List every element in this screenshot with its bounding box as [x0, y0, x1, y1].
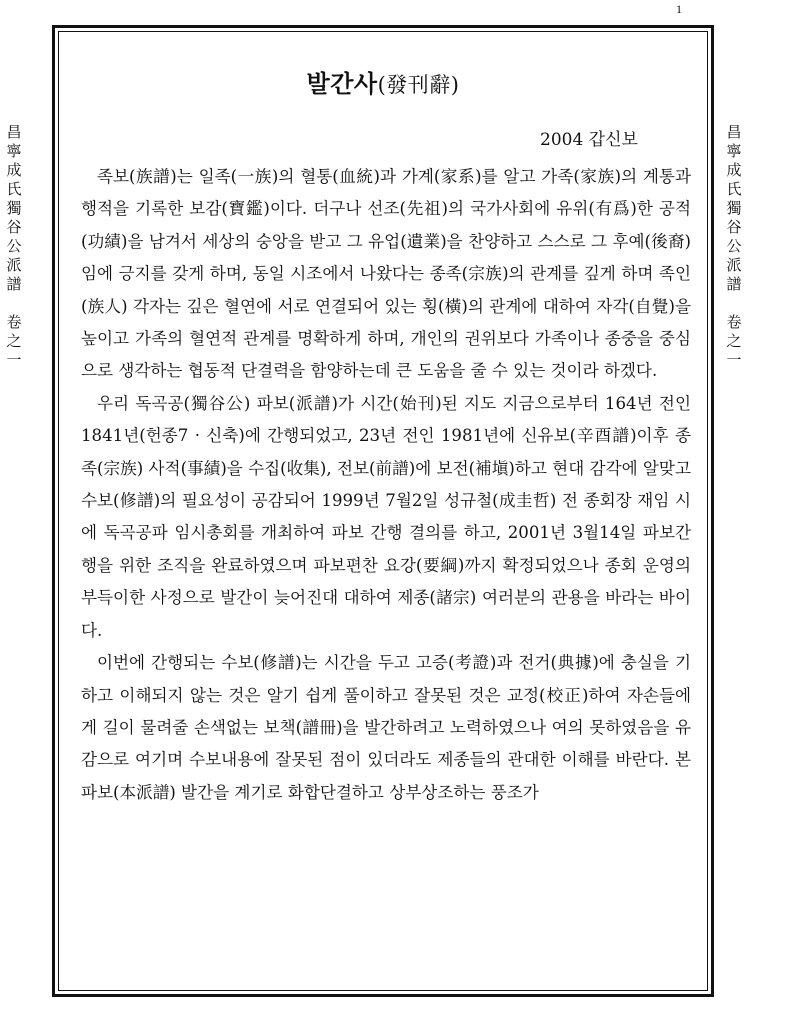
side-label-left	[4, 123, 24, 370]
paragraph-1: 족보(族譜)는 일족(一族)의 혈통(血統)과 가계(家系)를 알고 가족(家族)의 계통과 행적을 기록한 보감(寶鑑)이다. 더구나 선조(先祖)의 국가사회에 유위(有爲)한 공적(功績)을 남겨서 세상의 숭앙을 받고 그 유업(遺業)을 찬양하고 스스로 그 후예(後裔)임에 긍지를 갖게 하며, 동일 시조에서 나왔다는 종족(宗族)의 관계를 깊게 하며 족인(族人) 각자는 깊은 혈연에 서로 연결되어 있는 횡(橫)의 관계에 대하여 자각(自覺)을 높이고 가족의 혈연적 관계를 명확하게 하며, 개인의 권위보다 가족이나 종중을 중심으로 생각하는 협동적 단결력을 함양하는데 큰 도움을 줄 수 있는 것이라 하겠다.	[81, 167, 691, 381]
side-label-left-title: 昌寧成氏獨谷公派譜	[6, 123, 22, 293]
page-number: 1	[676, 2, 682, 16]
side-label-right	[724, 123, 744, 370]
side-label-right-volume: 卷之一	[726, 313, 742, 369]
side-label-left-volume: 卷之一	[6, 313, 22, 369]
side-label-right-title: 昌寧成氏獨谷公派譜	[726, 123, 742, 293]
page-title	[60, 64, 706, 99]
paragraph-3: 이번에 간행되는 수보(修譜)는 시간을 두고 고증(考證)과 전거(典據)에 충실을 기하고 이해되지 않는 것은 알기 쉽게 풀이하고 잘못된 것은 교정(校正)하여 자손들에게 길이 물려줄 손색없는 보책(譜冊)을 발간하려고 노력하였으나 여의 못하였음을 유감으로 여기며 수보내용에 잘못된 점이 있더라도 제종들의 관대한 이해를 바란다. 본 파보(本派譜) 발간을 계기로 화합단결하고 상부상조하는 풍조가	[81, 653, 691, 802]
page-title-hanja: (發刊辭)	[377, 73, 460, 97]
side-label-left-gap	[4, 294, 24, 313]
byline: 2004 갑신보	[540, 130, 638, 150]
page-title-hangul: 발간사	[306, 70, 378, 98]
body-text	[81, 161, 691, 809]
side-label-right-gap	[724, 294, 744, 313]
paragraph-2: 우리 독곡공(獨谷公) 파보(派譜)가 시간(始刊)된 지도 지금으로부터 164년 전인 1841년(헌종7 · 신축)에 간행되었고, 23년 전인 1981년에 신유보(辛酉譜)이후 종족(宗族) 사적(事績)을 수집(收集), 전보(前譜)에 보전(補塡)하고 현대 감각에 알맞고 수보(修譜)의 필요성이 공감되어 1999년 7월2일 성규철(成圭哲) 전 종회장 재임 시에 독곡공파 임시총회를 개최하여 파보 간행 결의를 하고, 2001년 3월14일 파보간행을 위한 조직을 완료하였으며 파보편찬 요강(要綱)까지 확정되었으나 종회 운영의 부득이한 사정으로 발간이 늦어진대 대하여 제종(諸宗) 여러분의 관용을 바라는 바이다.	[81, 393, 691, 640]
